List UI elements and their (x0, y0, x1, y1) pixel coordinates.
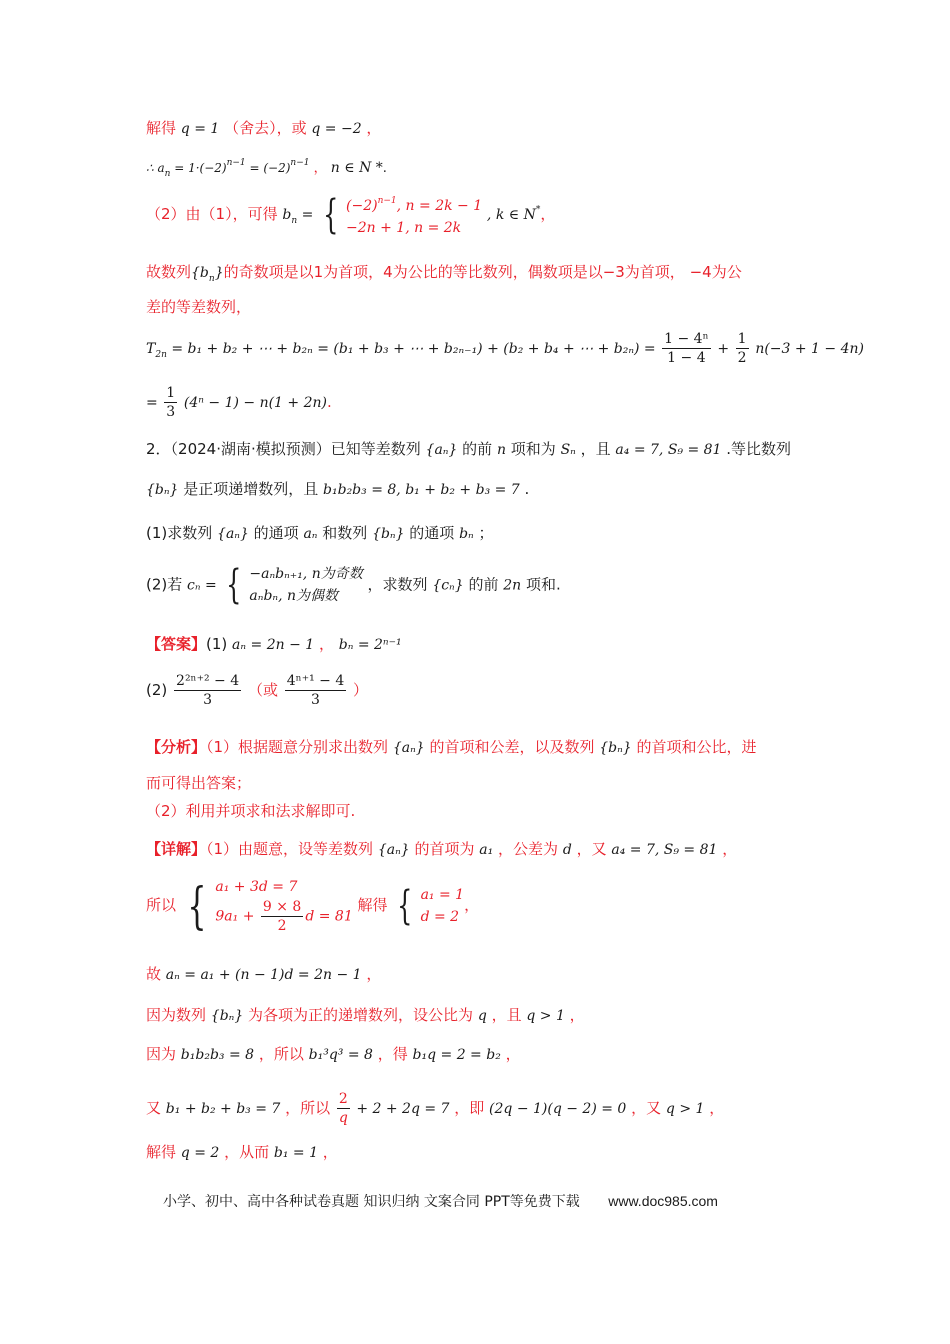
solution-line-an: ∴ $a_n = 1\cdot(-2)^{n-1} = (-2)^{n-1}$ ， n ∈ N *. (146, 158, 387, 179)
sum-result-line: = $\frac{1}{3}$ (4ⁿ − 1) − n(1 + 2n). (146, 385, 332, 420)
left-brace: { (397, 882, 413, 929)
solution-line-parity-cont: 差的等差数列， (146, 298, 252, 316)
piecewise-bn: $(-2)^{n-1}$, n = 2k − 1 −2n + 1, n = 2k (346, 196, 483, 236)
left-brace: { (226, 562, 242, 608)
system-solution: a₁ = 1 d = 2 (420, 886, 465, 925)
analysis-1-cont: 而可得出答案； (146, 774, 252, 792)
fraction-half: $\frac{1}{2}$ (737, 331, 747, 366)
detail-product: 因为 b₁b₂b₃ = 8 ，所以 b₁³q³ = 8 ，得 b₁q = 2 = b₂ ， (146, 1045, 521, 1063)
system-equations: a₁ + 3d = 7 9a₁ + $\frac{9 \times 8}{2}$ d = 81 (215, 879, 353, 934)
solution-line-bn: （2）由（1），可得 $b_n$ = { $(-2)^{n-1}$, n = 2k − 1 −2n + 1, n = 2k , k ∈ N*， (146, 191, 556, 238)
answer-1: 【答案】(1) aₙ = 2n − 1 ， bₙ = 2ⁿ⁻¹ (146, 635, 402, 653)
sum-formula-line: $T_{2n} = b_1 + b_2$ + ⋯ + b₂ₙ = (b₁ + b₃ + ⋯ + b₂ₙ₋₁) + (b₂ + b₄ + ⋯ + b₂ₙ) = $\frac{\text{1 − 4ⁿ}}{1 - 4}$ + $\frac{1}{2}$ n(−3 + 1 − 4n) (146, 331, 864, 366)
analysis-2: （2）利用并项求和法求解即可. (146, 802, 356, 820)
detail-result: 解得 q = 2 ，从而 b₁ = 1 ， (146, 1143, 338, 1161)
fraction-third: $\frac{1}{3}$ (166, 385, 176, 420)
answer-2: (2) $\frac{\text{2²ⁿ⁺² − 4}}{3}$ （或 $\frac{\text{4ⁿ⁺¹ − 4}}{3}$ ） (146, 673, 369, 708)
left-brace: { (187, 876, 207, 935)
answer-fraction-2: $\frac{\text{4ⁿ⁺¹ − 4}}{3}$ (286, 673, 345, 708)
question-1: (1)求数列 {aₙ} 的通项 aₙ 和数列 {bₙ} 的通项 bₙ ； (146, 524, 494, 542)
answer-fraction-1: $\frac{\text{2²ⁿ⁺² − 4}}{3}$ (176, 673, 240, 708)
fraction-2-over-q: $\frac{2}{q}$ (338, 1091, 348, 1126)
detail-1: 【详解】（1）由题意，设等差数列 {aₙ} 的首项为 a₁ ，公差为 d ，又 a₄ = 7, S₉ = 81 ， (146, 840, 738, 858)
detail-sum: 又 b₁ + b₂ + b₃ = 7 ，所以 $\frac{2}{q}$ + 2 + 2q = 7 ，即 (2q − 1)(q − 2) = 0 ，又 q > 1 ， (146, 1091, 725, 1126)
problem-2-statement-cont: {bₙ} 是正项递增数列，且 b₁b₂b₃ = 8, b₁ + b₂ + b₃ = 7 . (146, 480, 530, 498)
fraction-geometric: $\frac{\text{1 − 4ⁿ}}{1 - 4}$ (664, 331, 709, 366)
detail-an: 故 aₙ = a₁ + (n − 1)d = 2n − 1 ， (146, 965, 382, 983)
solution-line-q: 解得 q = 1 （舍去），或 q = −2 ， (146, 119, 382, 137)
piecewise-cn: −aₙbₙ₊₁, n为奇数 aₙbₙ, n为偶数 (249, 566, 363, 604)
solution-line-parity: 故数列$\{b_n\}$的奇数项是以1为首项，4为公比的等比数列，偶数项是以−3为首项， −4为公 (146, 263, 742, 284)
detail-system: 所以 { a₁ + 3d = 7 9a₁ + $\frac{9 \times 8}{2}$ d = 81 解得 { a₁ = 1 d = 2 ， (146, 876, 480, 935)
left-brace: { (322, 191, 339, 238)
an-formula: ∴ $a_n = 1\cdot(-2)^{n-1} = (-2)^{n-1}$ (146, 158, 310, 179)
detail-bn-ratio: 因为数列 {bₙ} 为各项为正的递增数列，设公比为 q ，且 q > 1 ， (146, 1006, 585, 1024)
page-footer (163, 1191, 718, 1211)
analysis-1: 【分析】（1）根据题意分别求出数列 {aₙ} 的首项和公差，以及数列 {bₙ} 的首项和公比，进 (146, 738, 757, 756)
question-2: (2)若 cₙ = { −aₙbₙ₊₁, n为奇数 aₙbₙ, n为偶数 ，求数列 {cₙ} 的前 2n 项和. (146, 562, 561, 608)
problem-2-statement: 2．（2024·湖南·模拟预测）已知等差数列 {aₙ} 的前 n 项和为 Sₙ ，且 a₄ = 7, S₉ = 81 .等比数列 (146, 440, 792, 458)
footer-url[interactable]: www.doc985.com (608, 1193, 718, 1209)
footer-text: 小学、初中、高中各种试卷真题 知识归纳 文案合同 PPT等免费下载 (163, 1194, 580, 1210)
